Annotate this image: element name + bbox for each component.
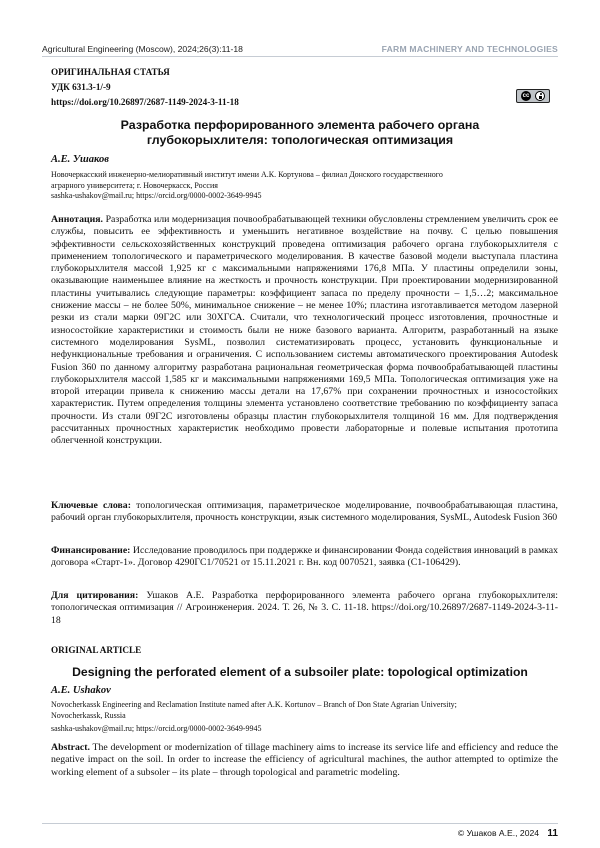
cc-icon: cc [522, 93, 530, 99]
keywords-ru-label: Ключевые слова: [51, 500, 131, 511]
affil-ru-line-2: аграрного университета; г. Новочеркасск, Россия [51, 180, 218, 190]
abstract-ru-label: Аннотация. [51, 214, 104, 225]
article-type-ru: ОРИГИНАЛЬНАЯ СТАТЬЯ [51, 67, 170, 77]
header-rule [42, 56, 558, 57]
abstract-en-label: Abstract. [51, 742, 90, 753]
citation-ru-label: Для цитирования: [51, 590, 139, 601]
title-ru-line-1: Разработка перфорированного элемента рабочего органа [120, 118, 480, 132]
abstract-ru [51, 214, 558, 448]
funding-ru-label: Финансирование: [51, 545, 131, 556]
affil-ru-line-1: Новочеркасский инженерно-мелиоративный институт имени А.К. Кортунова – филиал Донского государственного [51, 170, 443, 179]
article-title-en: Designing the perforated element of a subsoiler plate: topological optimization [72, 665, 528, 679]
affil-en-line-1: Novocherkassk Engineering and Reclamation Institute named after A.K. Kortunov – Branch of Don State Agrarian University; [51, 700, 457, 709]
doi-link-ru[interactable]: https://doi.org/10.26897/2687-1149-2024-3-11-18 [51, 97, 239, 107]
page-footer [458, 828, 558, 839]
author-ru: А.Е. Ушаков [51, 154, 109, 165]
keywords-ru [51, 500, 558, 525]
running-header [42, 42, 558, 58]
by-person-icon [535, 91, 545, 101]
affil-en-line-3: sashka-ushakov@mail.ru; https://orcid.org/0000-0002-3649-9945 [51, 724, 262, 733]
affil-en-line-2: Novocherkassk, Russia [51, 710, 126, 720]
abstract-ru-text: Разработка или модернизация почвообрабатывающей техники обусловлены стремлением увеличить срок ее службы, повысить ее эффективность и уменьшить негативное воздействие на почву. С целью повышения эффективности сельскохозяйственных конструкций проведена оптимизация рабочего органа глубокорыхлителя с применением топологического и параметрического моделирования. В качестве базовой модели выступала пластина глубокорыхлителя массой 1,925 кг с максимальными напряжениями 176,8 МПа. У пластины определили зоны, оказывающие наименьшее влияние на жесткость и прочность конструкции. При проектировании модернизированной пластины учитывались следующие параметры: коэффициент запаса по пределу прочности – 1,5…2; максимальное снижение массы – не более 50%, минимальное снижение – не менее 10%; пластина изготавливается методом лазерной резки из стали марки 09Г2С или 30ХГСА. Считали, что технологический процесс изготовления, прочностные и износостойкие характеристики и стоимость были не ниже базового варианта. Алгоритм, разработанный на языке системного моделирования SysML, позволил систематизировать процесс, установить функциональные и нефункциональные требования и ограничения. С использованием системы автоматического проектирования Autodesk Fusion 360 по данному алгоритму разработана рациональная геометрическая форма почвообрабатывающей пластины глубокорыхлителя массой 1,585 кг и максимальными напряжениями 169,5 МПа. Топологическая оптимизация уже на второй итерации привела к снижению массы детали на 17,67% при сохранении прочностных и износостойких характеристик. Путем определения толщины элемента установлено соответствие требованию по коэффициенту запаса прочности. Из стали 09Г2С изготовлены образцы пластин глубокорыхлителя толщиной 16 мм. Для подтверждения рассчитанных прочностных характеристик необходимо провести лабораторные и полевые испытания прототипа облегченной конструкции. [51, 214, 559, 447]
citation-ru-text: Ушаков А.Е. Разработка перфорированного элемента рабочего органа глубокорыхлителя: топологическая оптимизация // Агроинженерия. 2024. Т. 26, № 3. С. 11-18. https://doi.org/10.26897/2687-1149-2024-3-11-18 [51, 590, 558, 626]
copyright: © Ушаков А.Е., 2024 [457, 828, 540, 838]
affil-ru-line-3: sashka-ushakov@mail.ru; https://orcid.org/0000-0002-3649-9945 [51, 191, 262, 200]
journal-citation: Agricultural Engineering (Moscow), 2024;26(3):11-18 [42, 44, 243, 54]
abstract-en-text: The development or modernization of tillage machinery aims to increase its service life and efficiency and reduce the negative impact on the soil. In order to increase the efficiency of agricultural machines, the author attempted to optimize the working element of a subsoler – its plate – through topological and parametric modeling. [51, 742, 558, 778]
funding-ru-text: Исследование проводилось при поддержке и финансировании Фонда содействия инноваций в рамках договора «Старт-1». Договор 4290ГС1/70521 от 15.11.2021 г. Вн. код 0070521, заявка (С1-106429). [51, 545, 558, 569]
article-title-ru [60, 118, 540, 148]
footer-rule [42, 823, 558, 824]
citation-ru [51, 590, 558, 627]
section-name: FARM MACHINERY AND TECHNOLOGIES [381, 44, 558, 54]
page-number: 11 [547, 828, 558, 839]
affiliation-ru [51, 170, 551, 202]
abstract-en [51, 742, 558, 779]
cc-by-icon[interactable] [516, 89, 550, 103]
udc-code: УДК 631.3-1/-9 [51, 82, 111, 92]
author-en: A.E. Ushakov [51, 685, 111, 696]
title-ru-line-2: глубокорыхлителя: топологическая оптимизация [146, 133, 454, 147]
keywords-ru-text: топологическая оптимизация, параметрическое моделирование, почвообрабатывающая пластина, рабочий орган глубокорыхлителя, прочность конструкции, язык системного моделирования, SysML, Autodesk Fusion 360 [51, 500, 559, 524]
article-type-en: ORIGINAL ARTICLE [51, 645, 142, 655]
affiliation-en [51, 700, 551, 735]
funding-ru [51, 545, 558, 570]
